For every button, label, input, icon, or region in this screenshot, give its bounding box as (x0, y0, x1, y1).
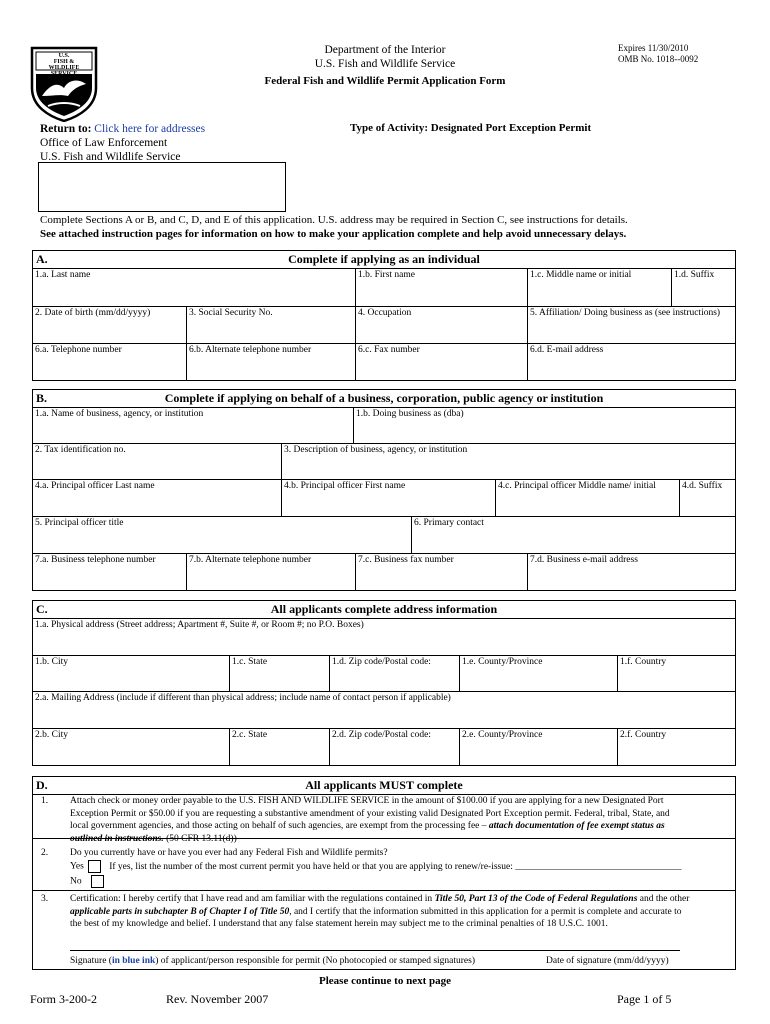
certification (70, 893, 732, 931)
zip-field[interactable]: 1.d. Zip code/Postal code: (329, 656, 459, 691)
logo-text-3: SERVICE (50, 71, 78, 77)
mailing-state-field[interactable]: 2.c. State (229, 729, 329, 765)
item-number: 3. (41, 894, 49, 904)
cfr-reference: (50 CFR 13.11(d)) (163, 833, 237, 844)
instructions-line-1: Complete Sections A or B, and C, D, and E of this application. U.S. address may be required in Section C, see instructions for details. (40, 214, 628, 226)
yes-checkbox[interactable] (88, 860, 101, 873)
section-b (32, 389, 736, 591)
section-letter: A. (36, 252, 48, 266)
section-title: Complete if applying on behalf of a business, corporation, public agency or institution (164, 391, 604, 405)
addresses-link[interactable]: Click here for addresses (94, 123, 206, 135)
continue-note: Please continue to next page (319, 975, 451, 987)
affiliation-field[interactable]: 5. Affiliation/ Doing business as (see instructions) (527, 307, 735, 343)
state-field[interactable]: 1.c. State (229, 656, 329, 691)
occupation-field[interactable]: 4. Occupation (355, 307, 527, 343)
cert-line-3: the best of my knowledge and belief. I understand that any false statement herein may subject me to the criminal penalties of 18 U.S.C. 1001. (70, 919, 608, 929)
fee-exempt-note-2: outlined in instructions. (70, 833, 164, 844)
mailing-zip-field[interactable]: 2.d. Zip code/Postal code: (329, 729, 459, 765)
item-number: 1. (41, 796, 49, 806)
signature-label (70, 955, 475, 968)
activity-type: Type of Activity: Designated Port Exception Permit (350, 122, 592, 134)
fee-line-2: Exception Permit or $50.00 if you are requesting a substantive amendment of your existing valid Designated Port Exception permit. Federal, tribal, State, and (70, 808, 670, 819)
section-letter: D. (36, 778, 48, 792)
primary-contact-field[interactable]: 6. Primary contact (411, 517, 735, 553)
signature-label-pre: Signature ( (70, 956, 112, 966)
permit-question: Do you currently have or have you ever had any Federal Fish and Wildlife permits? (70, 848, 388, 858)
last-name-field[interactable]: 1.a. Last name (35, 270, 91, 280)
service-name: U.S. Fish and Wildlife Service (314, 58, 456, 70)
section-title: All applicants MUST complete (305, 778, 463, 792)
instructions-line-2: See attached instruction pages for information on how to make your application complete and help avoid unnecessary delays. (40, 228, 627, 240)
logo-text-1: U.S. (58, 53, 70, 59)
section-letter: C. (36, 602, 48, 616)
item-number: 2. (41, 848, 49, 858)
section-title: Complete if applying as an individual (288, 252, 480, 266)
officer-title-field[interactable]: 5. Principal officer title (35, 518, 124, 528)
omb-number: OMB No. 1018--0092 (618, 54, 699, 64)
signature-label-post: ) of applicant/person responsible for permit (No photocopied or stamped signatures) (155, 956, 476, 966)
mailing-county-field[interactable]: 2.e. County/Province (459, 729, 617, 765)
officer-first-name-field[interactable]: 4.b. Principal officer First name (281, 480, 495, 516)
no-label: No (70, 876, 82, 887)
officer-last-name-field[interactable]: 4.a. Principal officer Last name (35, 481, 155, 491)
permit-number-prompt[interactable]: If yes, list the number of the most current permit you have held or that you are applying to renew/re-issue: ___________________________________ (109, 861, 682, 872)
fax-field[interactable]: 6.c. Fax number (355, 344, 527, 380)
fee-line-1: Attach check or money order payable to the U.S. FISH AND WILDLIFE SERVICE in the amount of $100.00 if you are applying for a new Designated Port (70, 796, 664, 806)
return-service: U.S. Fish and Wildlife Service (40, 151, 181, 163)
officer-suffix-field[interactable]: 4.d. Suffix (679, 480, 735, 516)
return-label: Return to: (40, 123, 92, 135)
blue-ink-note: in blue ink (111, 956, 156, 966)
email-field[interactable]: 6.d. E-mail address (527, 344, 735, 380)
fws-logo (28, 44, 100, 122)
business-phone-field[interactable]: 7.a. Business telephone number (35, 555, 156, 565)
fee-exempt-note: attach documentation of fee exempt status as (488, 821, 665, 831)
country-field[interactable]: 1.f. Country (617, 656, 735, 691)
officer-middle-name-field[interactable]: 4.c. Principal officer Middle name/ initial (495, 480, 679, 516)
cfr-title: Title 50, Part 13 of the Code of Federal Regulations (434, 894, 638, 904)
dept-name: Department of the Interior (324, 44, 446, 56)
business-description-field[interactable]: 3. Description of business, agency, or institution (281, 444, 735, 479)
revision-date: Rev. November 2007 (166, 992, 269, 1006)
page-number: Page 1 of 5 (617, 992, 672, 1006)
section-a (32, 250, 736, 381)
middle-name-field[interactable]: 1.c. Middle name or initial (527, 269, 671, 306)
cert-line-1-end: and the other (637, 894, 690, 904)
dob-field[interactable]: 2. Date of birth (mm/dd/yyyy) (35, 308, 151, 318)
business-email-field[interactable]: 7.d. Business e-mail address (527, 554, 735, 590)
physical-address-field[interactable]: 1.a. Physical address (Street address; Apartment #, Suite #, or Room #; no P.O. Boxes) (35, 620, 364, 630)
business-alt-phone-field[interactable]: 7.b. Alternate telephone number (186, 554, 355, 590)
return-office: Office of Law Enforcement (40, 137, 168, 149)
alt-telephone-field[interactable]: 6.b. Alternate telephone number (186, 344, 355, 380)
yes-label: Yes (70, 861, 84, 872)
section-letter: B. (36, 391, 48, 405)
mailing-country-field[interactable]: 2.f. Country (617, 729, 735, 765)
cfr-subchapter: applicable parts in subchapter B of Chapter I of Title 50 (70, 906, 290, 917)
fee-line-3: local government agencies, and those acting on behalf of such agencies, are exempt from the processing fee – (70, 821, 489, 831)
mailing-address-field[interactable]: 2.a. Mailing Address (include if different than physical address; include name of contact person if applicable) (35, 693, 451, 703)
signature-line[interactable] (70, 950, 680, 951)
signature-date-label: Date of signature (mm/dd/yyyy) (546, 956, 669, 966)
return-address-box[interactable] (38, 162, 286, 212)
county-field[interactable]: 1.e. County/Province (459, 656, 617, 691)
cert-line-2: , and I certify that the information submitted in this application for a permit is complete and accurate to (289, 906, 682, 917)
business-name-field[interactable]: 1.a. Name of business, agency, or institution (35, 409, 204, 419)
telephone-field[interactable]: 6.a. Telephone number (35, 345, 122, 355)
first-name-field[interactable]: 1.b. First name (355, 269, 527, 306)
mailing-city-field[interactable]: 2.b. City (35, 730, 68, 740)
ssn-field[interactable]: 3. Social Security No. (186, 307, 355, 343)
business-fax-field[interactable]: 7.c. Business fax number (355, 554, 527, 590)
section-c (32, 600, 736, 766)
dba-field[interactable]: 1.b. Doing business as (dba) (353, 408, 735, 443)
form-number: Form 3-200-2 (30, 992, 97, 1006)
no-checkbox[interactable] (91, 875, 104, 888)
cert-line-1: Certification: I hereby certify that I have read and am familiar with the regulations contained in (70, 894, 435, 904)
suffix-field[interactable]: 1.d. Suffix (671, 269, 735, 306)
form-title: Federal Fish and Wildlife Permit Application Form (264, 75, 506, 87)
tax-id-field[interactable]: 2. Tax identification no. (35, 445, 126, 455)
fee-instruction (70, 795, 732, 845)
logo-text-2: FISH & WILDLIFE (48, 59, 80, 71)
section-title: All applicants complete address information (270, 602, 498, 616)
divider (33, 890, 735, 891)
city-field[interactable]: 1.b. City (35, 657, 68, 667)
expires-date: Expires 11/30/2010 (618, 43, 689, 53)
